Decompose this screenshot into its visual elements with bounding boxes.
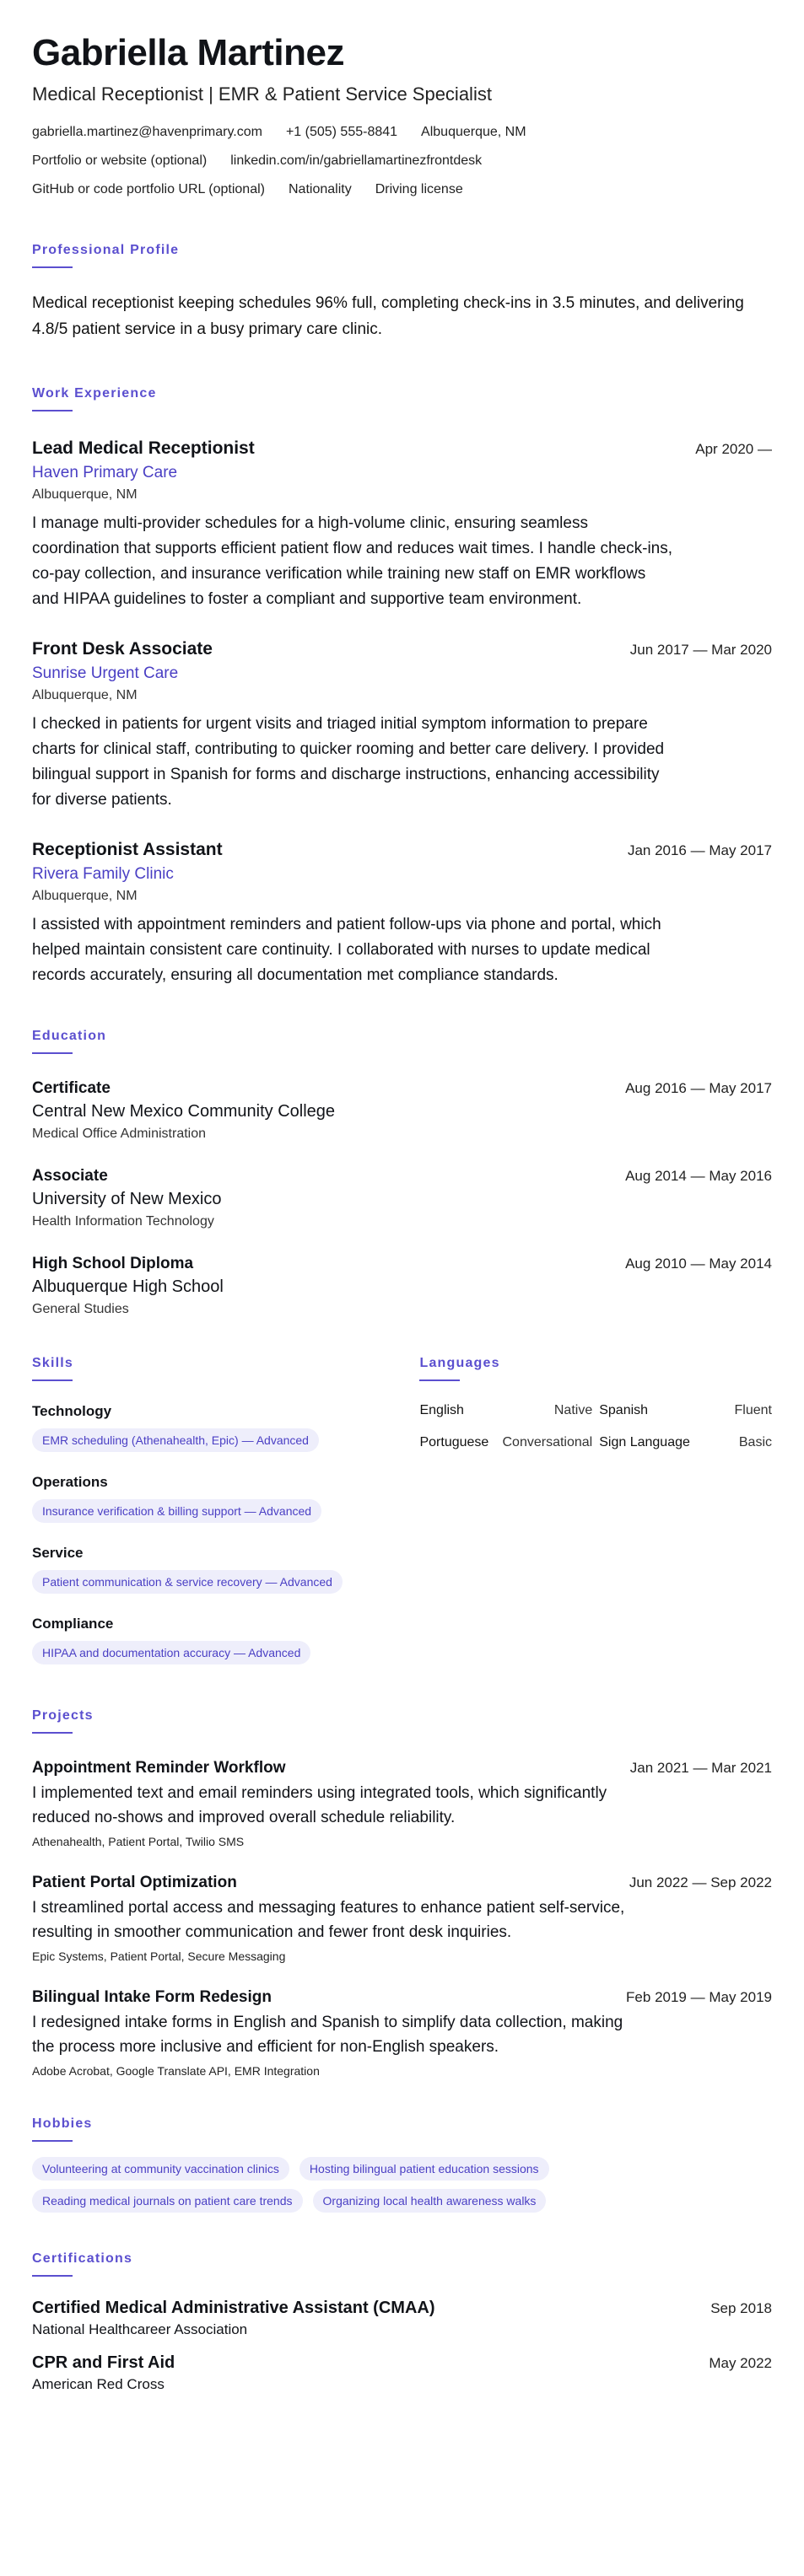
language-item	[419, 1435, 592, 1450]
skill-chip: HIPAA and documentation accuracy — Advanced	[32, 1641, 310, 1664]
education-entry	[32, 1167, 772, 1229]
section-divider	[32, 1732, 73, 1734]
skill-category: Technology	[32, 1403, 112, 1419]
section-title: Certifications	[32, 2251, 133, 2266]
hobby-chip: Volunteering at community vaccination clinics	[32, 2157, 289, 2181]
degree-title: Associate	[32, 1167, 108, 1185]
projects-section	[32, 1708, 772, 2078]
resume-header	[32, 32, 772, 204]
education-date: Aug 2016 — May 2017	[625, 1080, 772, 1096]
project-description: I redesigned intake forms in English and Spanish to simplify data collection, making the process more inclusive and efficient for non-English speakers.	[32, 2014, 623, 2056]
skill-chip: EMR scheduling (Athenahealth, Epic) — Advanced	[32, 1428, 319, 1452]
skill-group	[32, 1545, 419, 1594]
degree-title: High School Diploma	[32, 1255, 194, 1272]
field-of-study: Medical Office Administration	[32, 1127, 207, 1141]
section-title: Projects	[32, 1708, 94, 1723]
linkedin-link[interactable]: linkedin.com/in/gabriellamartinezfrontdesk	[230, 153, 483, 168]
language-level: Fluent	[734, 1403, 772, 1417]
hobbies-section	[32, 2116, 772, 2213]
certification-name: Certified Medical Administrative Assistant (CMAA)	[32, 2299, 435, 2317]
school-name: Albuquerque High School	[32, 1277, 224, 1296]
certification-entry	[32, 2299, 772, 2338]
field-of-study: Health Information Technology	[32, 1214, 214, 1229]
language-level: Basic	[738, 1435, 772, 1449]
experience-entry	[32, 639, 772, 813]
project-tech: Adobe Acrobat, Google Translate API, EMR Integration	[32, 2064, 320, 2078]
job-title: Lead Medical Receptionist	[32, 438, 255, 458]
education-date: Aug 2014 — May 2016	[625, 1168, 772, 1184]
section-divider	[32, 266, 73, 268]
project-name: Bilingual Intake Form Redesign	[32, 1988, 272, 2006]
section-divider	[32, 410, 73, 411]
job-location: Albuquerque, NM	[32, 688, 138, 702]
certification-name: CPR and First Aid	[32, 2353, 175, 2372]
certification-date: Sep 2018	[710, 2300, 772, 2316]
job-location: Albuquerque, NM	[32, 889, 138, 903]
job-date: Jan 2016 — May 2017	[627, 842, 772, 858]
candidate-name: Gabriella Martinez	[32, 32, 345, 73]
section-title: Languages	[419, 1356, 500, 1370]
job-title: Front Desk Associate	[32, 639, 213, 659]
certification-entry	[32, 2353, 772, 2393]
certification-date: May 2022	[709, 2355, 772, 2371]
experience-entry	[32, 840, 772, 988]
project-entry	[32, 1759, 772, 1848]
language-level: Native	[553, 1403, 593, 1417]
skill-group	[32, 1403, 419, 1452]
language-name: Portuguese	[419, 1435, 489, 1449]
candidate-headline: Medical Receptionist | EMR & Patient Service Specialist	[32, 83, 492, 105]
hobby-chip: Organizing local health awareness walks	[313, 2189, 547, 2213]
project-description: I implemented text and email reminders using integrated tools, which significantly reduced no-shows and improved overall schedule reliability.	[32, 1784, 607, 1826]
degree-title: Certificate	[32, 1079, 111, 1097]
school-name: University of New Mexico	[32, 1190, 222, 1208]
language-name: Spanish	[599, 1403, 649, 1417]
contact-row	[32, 175, 772, 204]
languages-section	[419, 1356, 772, 1664]
portfolio-link[interactable]: Portfolio or website (optional)	[32, 153, 208, 168]
nationality-text: Nationality	[288, 182, 352, 196]
language-name: Sign Language	[599, 1435, 690, 1449]
language-item	[599, 1403, 772, 1418]
section-divider	[32, 1379, 73, 1381]
section-divider	[419, 1379, 460, 1381]
project-description: I streamlined portal access and messaging features to enhance patient self-service, resulting in smoother communication and fewer front desk inquiries.	[32, 1899, 625, 1941]
hobby-chip: Reading medical journals on patient care trends	[32, 2189, 303, 2213]
job-description: I assisted with appointment reminders and patient follow-ups via phone and portal, which helped maintain consistent care continuity. I collaborated with nurses to update medical records accurately, ensuring all documentation met compliance standards.	[32, 916, 661, 984]
project-name: Appointment Reminder Workflow	[32, 1759, 286, 1777]
job-description: I manage multi-provider schedules for a high-volume clinic, ensuring seamless coordination that supports efficient patient flow and reduces wait times. I handle check-ins, co-pay collection, and insurance verification while training new staff on EMR workflows and HIPAA guidelines to foster a compliant and supportive team environment.	[32, 514, 673, 608]
project-tech: Athenahealth, Patient Portal, Twilio SMS	[32, 1835, 245, 1848]
skill-category: Service	[32, 1545, 84, 1561]
skill-category: Operations	[32, 1474, 108, 1490]
project-name: Patient Portal Optimization	[32, 1874, 237, 1891]
project-date: Jan 2021 — Mar 2021	[629, 1760, 772, 1776]
skill-chip: Insurance verification & billing support — Advanced	[32, 1499, 321, 1523]
job-title: Receptionist Assistant	[32, 840, 223, 859]
section-title: Skills	[32, 1356, 74, 1370]
job-description: I checked in patients for urgent visits and triaged initial symptom information to prepare charts for clinical staff, contributing to quicker rooming and better care delivery. I provided bilingual support in Spanish for forms and discharge instructions, enhancing accessibility for diverse patients.	[32, 715, 665, 809]
skills-section	[32, 1356, 419, 1664]
section-divider	[32, 2275, 73, 2277]
employer-name: Haven Primary Care	[32, 464, 178, 481]
contact-row	[32, 118, 772, 147]
certification-issuer: American Red Cross	[32, 2376, 165, 2392]
experience-section	[32, 386, 772, 988]
section-divider	[32, 1052, 73, 1054]
certification-issuer: National Healthcareer Association	[32, 2321, 248, 2337]
project-date: Jun 2022 — Sep 2022	[629, 1874, 772, 1890]
skill-group	[32, 1616, 419, 1664]
language-item	[419, 1403, 592, 1418]
employer-name: Sunrise Urgent Care	[32, 664, 179, 682]
phone-text: +1 (505) 555-8841	[285, 125, 398, 139]
languages-list	[419, 1403, 772, 1450]
language-item	[599, 1435, 772, 1450]
school-name: Central New Mexico Community College	[32, 1102, 336, 1121]
education-section	[32, 1029, 772, 1317]
education-date: Aug 2010 — May 2014	[625, 1256, 772, 1272]
contact-info	[32, 118, 772, 204]
location-text: Albuquerque, NM	[421, 125, 526, 139]
experience-entry	[32, 438, 772, 612]
employer-name: Rivera Family Clinic	[32, 865, 174, 883]
section-title: Education	[32, 1029, 107, 1043]
language-level: Conversational	[502, 1435, 593, 1449]
project-date: Feb 2019 — May 2019	[626, 1989, 772, 2005]
language-name: English	[419, 1403, 464, 1417]
section-title: Professional Profile	[32, 243, 180, 257]
project-tech: Epic Systems, Patient Portal, Secure Messaging	[32, 1949, 286, 1963]
job-date: Jun 2017 — Mar 2020	[629, 642, 772, 658]
skill-chip: Patient communication & service recovery — Advanced	[32, 1570, 343, 1594]
github-link[interactable]: GitHub or code portfolio URL (optional)	[32, 182, 265, 196]
skill-category: Compliance	[32, 1616, 114, 1632]
profile-section	[32, 243, 772, 342]
email-link[interactable]: gabriella.martinez@havenprimary.com	[32, 125, 262, 139]
section-title: Hobbies	[32, 2116, 93, 2131]
hobby-chip: Hosting bilingual patient education sessions	[299, 2157, 549, 2181]
education-entry	[32, 1079, 772, 1142]
profile-summary: Medical receptionist keeping schedules 96% full, completing check-ins in 3.5 minutes, and delivering 4.8/5 patient service in a busy primary care clinic.	[32, 294, 744, 338]
hobby-list	[32, 2157, 673, 2213]
section-title: Work Experience	[32, 386, 157, 401]
job-location: Albuquerque, NM	[32, 487, 138, 502]
education-entry	[32, 1255, 772, 1317]
project-entry	[32, 1874, 772, 1963]
job-date: Apr 2020 —	[695, 441, 772, 457]
driving-license-text: Driving license	[375, 182, 463, 196]
certifications-section	[32, 2251, 772, 2393]
section-divider	[32, 2140, 73, 2142]
field-of-study: General Studies	[32, 1302, 129, 1316]
project-entry	[32, 1988, 772, 2078]
contact-row	[32, 147, 772, 175]
skills-languages-row	[32, 1356, 772, 1664]
skill-group	[32, 1474, 419, 1523]
